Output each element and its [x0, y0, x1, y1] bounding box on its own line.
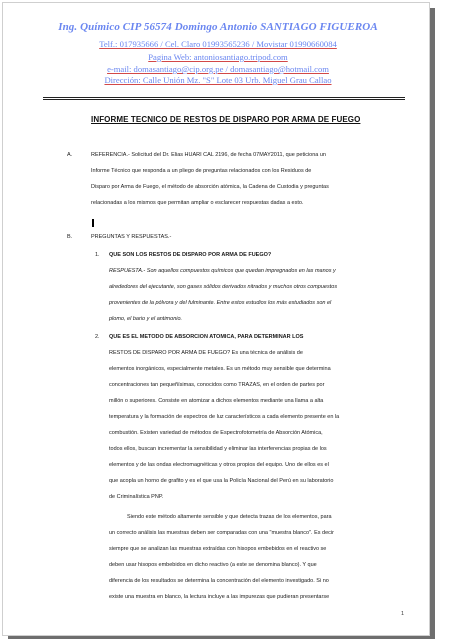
document-page: [2, 2, 430, 636]
q2-line: todos ellos, buscan incrementar la sensibilidad y eliminar las interferencias propias de los: [109, 446, 327, 452]
section-a-letter: A.: [67, 152, 73, 158]
q2-line: concentraciones tan pequeñísimas, conocidos como TRAZAS, en el orden de partes por: [109, 382, 325, 388]
page-shadow-right: [430, 8, 435, 636]
q2-line: que acopla un horno de grafito y es el que usa la Policía Nacional del Perú en su laboratorio: [109, 478, 334, 484]
q2-line: temperatura y la formación de espectros de luz característicos a cada elemento presente en la: [109, 414, 340, 420]
q2-line: elementos inorgánicos, especialmente metales. Es un método muy sensible que determina: [109, 366, 331, 372]
q1-number: 1.: [95, 252, 100, 258]
q1-answer-line: alrededores del ejecutante, son gases sólidos derivados nitrados y muchos otros compuestos: [109, 284, 338, 290]
header-address-line: Dirección: Calle Unión Mz. "S" Lote 03 Urb. Miguel Grau Callao: [104, 75, 332, 85]
header-name-line: Ing. Químico CIP 56574 Domingo Antonio SANTIAGO FIGUEROA: [58, 21, 378, 33]
report-title: INFORME TECNICO DE RESTOS DE DISPARO POR ARMA DE FUEGO: [91, 115, 361, 124]
section-a-line: Disparo por Arma de Fuego, el método de absorción atómica, la Cadena de Custodia y preguntas: [91, 184, 329, 190]
q1-question: QUE SON LOS RESTOS DE DISPARO POR ARMA DE FUEGO?: [109, 252, 272, 258]
q2-line: QUE ES EL METODO DE ABSORCION ATOMICA, PARA DETERMINAR LOS: [109, 334, 304, 340]
header-divider-top: [43, 97, 405, 98]
q2-line: elementos y de las ondas electromagnéticas y otros propios del equipo. Uno de ellos es el: [109, 462, 329, 468]
q2-para2-line: siempre que se analizan las muestras extraídas con hisopos embebidos en el reactivo se: [109, 546, 327, 552]
text-cursor: [92, 219, 94, 227]
q2-number: 2.: [95, 334, 100, 340]
section-b-heading: PREGUNTAS Y RESPUESTAS.-: [91, 234, 172, 240]
section-a-line: relacionadas a los mismos que permitan ampliar o esclarecer respuestas dadas a esto.: [91, 200, 304, 206]
q2-line: de Criminalística PNP.: [109, 494, 164, 500]
section-a-line: REFERENCIA.- Solicitud del Dr. Elias HUARI CAL 2196, de fecha 07MAY2011, que peticiona un: [91, 152, 326, 158]
header-phone-line: Telf.: 017935666 / Cel. Claro 01993565236 / Movistar 01990660084: [99, 39, 337, 49]
header-divider-bottom: [43, 99, 405, 100]
header-web-line[interactable]: Pagina Web: antoniosantiago.tripod.com: [148, 52, 288, 62]
q2-line: RESTOS DE DISPARO POR ARMA DE FUEGO? Es una técnica de análisis de: [109, 350, 303, 356]
section-b-letter: B.: [67, 234, 73, 240]
q2-para2-line: deben usar hisopos embebidos en dicho reactivo (a este se denomina blanco). Y que: [109, 562, 317, 568]
q1-answer-line: plomo, el bario y el antimonio.: [109, 316, 183, 322]
q1-answer-line: provenientes de la pólvora y del fulminante. Entre estos estudios los más estudiados son el: [109, 300, 332, 306]
q2-line: millón o superiores. Consiste en atomizar a dichos elementos mediante una llama a alta: [109, 398, 324, 404]
q2-para2-line: existe una muestra en blanco, la lectura incluye a las impurezas que pudieran presentarse: [109, 594, 330, 600]
q2-para2-line: un correcto análisis las muestras deben ser comparadas con una "muestra blanco". Es decir: [109, 530, 334, 536]
page-number: 1: [401, 611, 405, 617]
q2-line: combustión. Existen variedad de métodos de Espectrofotometría de Absorción Atómica,: [109, 430, 323, 436]
header-email-line[interactable]: e-mail: domasantiago@cip.org.pe / domasantiago@hotmail.com: [107, 64, 329, 74]
section-a-line: Informe Técnico que responda a un pliego de preguntas relacionados con los Residuos de: [91, 168, 312, 174]
q2-para2-line: Siendo este método altamente sensible y que detecta trazas de los elementos, para: [127, 514, 332, 520]
q1-answer-line: RESPUESTA.- Son aquellos compuestos químicos que quedan impregnados en las manos y: [109, 268, 336, 274]
q2-para2-line: diferencia de los resultados se determina la concentración del elemento investigado. Si no: [109, 578, 329, 584]
